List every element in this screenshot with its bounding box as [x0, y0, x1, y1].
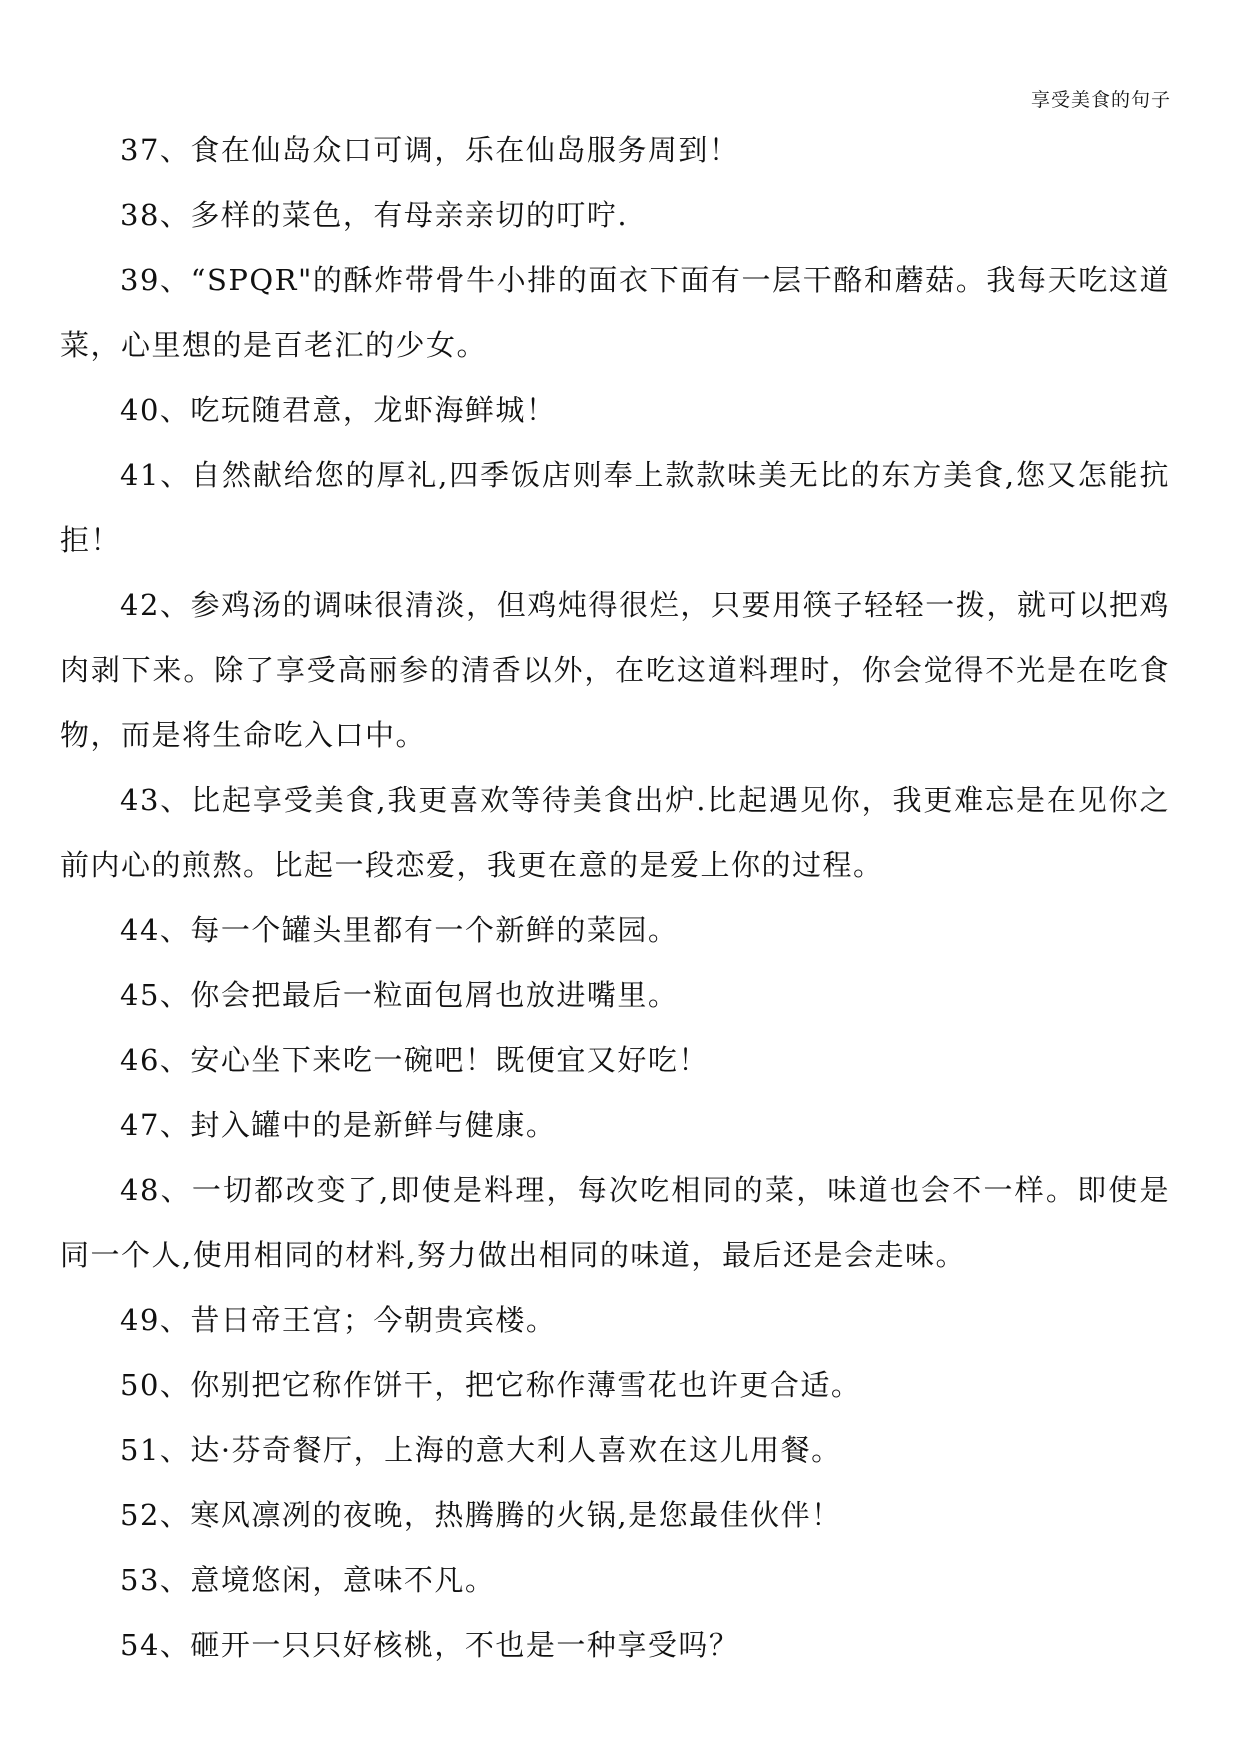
entry-40: 40、吃玩随君意，龙虾海鲜城！: [120, 393, 557, 427]
entry-38: 38、多样的菜色，有母亲亲切的叮咛.: [120, 198, 629, 232]
entry-43: 43、比起享受美食,我更喜欢等待美食出炉.比起遇见你，我更难忘是在见你之前内心的煎熬。比起一段恋爱，我更在意的是爱上你的过程。: [60, 783, 1170, 882]
running-header: 享受美食的句子: [1030, 89, 1171, 111]
document-body: [60, 118, 1170, 1678]
entry-48: 48、一切都改变了,即使是料理，每次吃相同的菜，味道也会不一样。即使是同一个人,使用相同的材料,努力做出相同的味道，最后还是会走味。: [60, 1173, 1170, 1272]
entry-37: 37、食在仙岛众口可调，乐在仙岛服务周到！: [120, 133, 740, 167]
entry-49: 49、昔日帝王宫；今朝贵宾楼。: [120, 1303, 557, 1337]
entry-41: 41、自然献给您的厚礼,四季饭店则奉上款款味美无比的东方美食,您又怎能抗拒！: [60, 458, 1170, 557]
entry-45: 45、你会把最后一粒面包屑也放进嘴里。: [120, 978, 679, 1012]
entry-47: 47、封入罐中的是新鲜与健康。: [120, 1108, 557, 1142]
entry-42: 42、参鸡汤的调味很清淡，但鸡炖得很烂，只要用筷子轻轻一拨，就可以把鸡肉剥下来。除了享受高丽参的清香以外，在吃这道料理时，你会觉得不光是在吃食物，而是将生命吃入口中。: [60, 588, 1170, 752]
entry-39: 39、“SPQR"的酥炸带骨牛小排的面衣下面有一层干酪和蘑菇。我每天吃这道菜，心里想的是百老汇的少女。: [60, 263, 1170, 362]
entry-51: 51、达·芬奇餐厅，上海的意大利人喜欢在这儿用餐。: [120, 1433, 842, 1467]
entry-44: 44、每一个罐头里都有一个新鲜的菜园。: [120, 913, 679, 947]
entry-52: 52、寒风凛冽的夜晚，热腾腾的火锅,是您最佳伙伴！: [120, 1498, 842, 1532]
entry-46: 46、安心坐下来吃一碗吧！既便宜又好吃！: [120, 1043, 709, 1077]
entry-53: 53、意境悠闲，意味不凡。: [120, 1563, 496, 1597]
entry-54: 54、砸开一只只好核桃，不也是一种享受吗？: [120, 1628, 740, 1662]
entry-50: 50、你别把它称作饼干，把它称作薄雪花也许更合适。: [120, 1368, 862, 1402]
